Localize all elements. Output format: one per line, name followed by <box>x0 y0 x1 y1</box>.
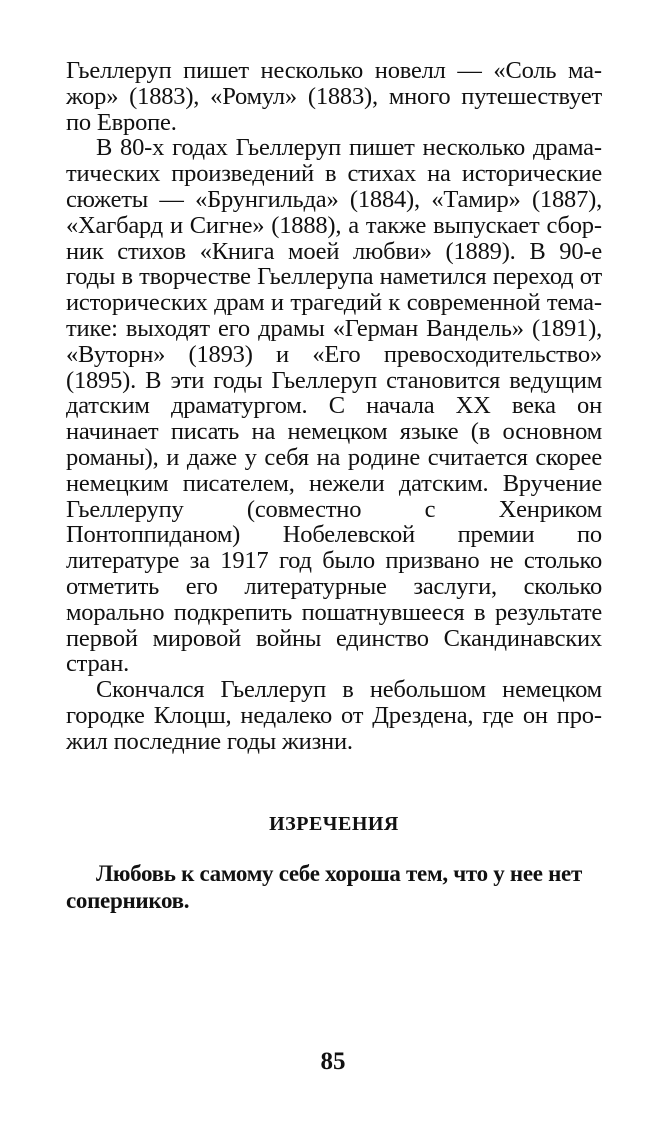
paragraph-dramas: В 80-х годах Гьеллеруп пишет несколько драматических произведений в стихах на исторические сюжеты — «Брунгильда» (1884), «Тамир» (1887), «Хагбард и Сигне» (1888), а также выпускает сборник стихов «Книга моей любви» (1889). В 90-е годы в творчестве Гьеллерупа наметился переход от исторических драм и трагедий к современной тематике: выходят его драмы «Герман Вандель» (1891), «Вуторн» (1893) и «Его превосходительство» (1895). В эти годы Гьеллеруп становится ведущим датским драматургом. С начала XX века он начинает писать на немецком языке (в основном романы), и даже у себя на родине считается скорее немецким писателем, нежели датским. Вручение Гьеллерупу (совместно с Хенриком Понтоппиданом) Нобелевской премии по литературе за 1917 год было призвано не столько отметить его литературные заслуги, сколько морально подкрепить пошатнувшееся в результате первой мировой войны единство Скандинавских стран. <box>66 134 602 678</box>
section-heading: ИЗРЕЧЕНИЯ <box>269 812 399 835</box>
quote-text: Любовь к самому себе хороша тем, что у нее нет соперников. <box>66 860 582 913</box>
page-number: 85 <box>320 1048 346 1075</box>
paragraph-death: Скончался Гьеллеруп в небольшом немецком городке Клоцш, недалеко от Дрездена, где он прожил последние годы жизни. <box>66 676 602 755</box>
page-body <box>66 58 602 914</box>
paragraph-travels: Гьеллеруп пишет несколько новелл — «Соль мажор» (1883), «Ромул» (1883), много путешествует по Европе. <box>66 57 602 136</box>
